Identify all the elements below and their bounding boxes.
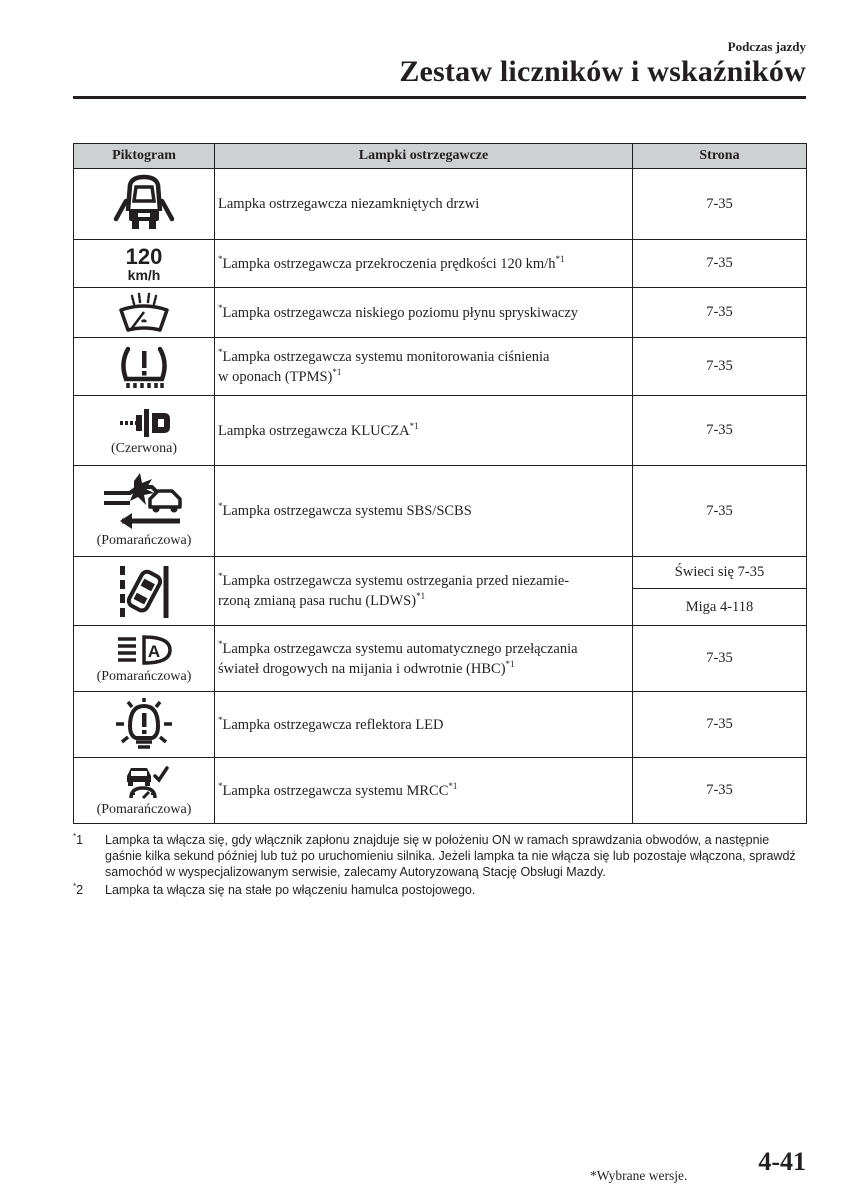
page-number: 4-41: [758, 1147, 806, 1176]
sbs-scbs-icon: [100, 473, 188, 531]
col-header-lamp: Lampki ostrzegawcze: [215, 144, 633, 169]
table-row: [74, 557, 807, 589]
footnote: [73, 882, 806, 898]
icon-cell: [74, 169, 215, 240]
footnote-ref: *1: [555, 253, 565, 264]
footnote: [73, 832, 806, 880]
lamp-text-line1: Lampka ostrzegawcza systemu monitorowania ciśnienia: [222, 348, 550, 365]
lamp-description: [215, 626, 633, 692]
lamp-color-label: (Czerwona): [110, 440, 178, 456]
optional-mark: *: [218, 714, 223, 725]
section-header: Podczas jazdy: [727, 39, 806, 54]
lamp-description: [215, 169, 633, 240]
page-ref: 7-35: [633, 692, 807, 758]
page-ref: 7-35: [633, 169, 807, 240]
lamp-text: Lampka ostrzegawcza reflektora LED: [222, 716, 444, 733]
title-rule: [73, 96, 806, 99]
lamp-text: Lampka ostrzegawcza przekroczenia prędkości 120 km/h: [222, 255, 556, 272]
footnote-ref: *1: [409, 420, 419, 431]
page-ref: 7-35: [633, 338, 807, 396]
hbc-icon: [114, 633, 174, 667]
col-header-icon: Piktogram: [74, 144, 215, 169]
table-row: [74, 466, 807, 557]
lamp-color-label: (Pomarańczowa): [96, 533, 192, 548]
page-ref: 7-35: [633, 288, 807, 338]
table-row: [74, 240, 807, 288]
tpms-icon: [116, 343, 172, 391]
page-title: Zestaw liczników i wskaźników: [399, 55, 806, 88]
icon-cell: [74, 626, 215, 692]
lamp-text-line2: świateł drogowych na mijania i odwrotnie (HBC): [218, 660, 506, 677]
page-ref: 7-35: [633, 396, 807, 466]
page-ref: 7-35: [633, 626, 807, 692]
lamp-color-label: (Pomarańczowa): [96, 668, 192, 684]
lamp-color-label: (Pomarańczowa): [96, 801, 192, 817]
mrcc-icon: [117, 764, 171, 800]
lamp-description: [215, 288, 633, 338]
footnote-ref: *1: [448, 780, 458, 791]
footer-note: *Wybrane wersje.: [590, 1168, 688, 1183]
icon-cell: [74, 240, 215, 288]
lamp-description: [215, 240, 633, 288]
lamp-description: [215, 692, 633, 758]
page-ref-on: Świeci się 7-35: [633, 557, 807, 589]
lamp-text: Lampka ostrzegawcza systemu SBS/SCBS: [222, 503, 472, 519]
footnote-ref: *1: [505, 658, 515, 669]
page-ref: 7-35: [633, 466, 807, 557]
warning-lights-table: [73, 143, 807, 824]
svg-text:A: A: [147, 641, 161, 661]
footnote-text: Lampka ta włącza się na stałe po włączeniu hamulca postojowego.: [105, 883, 476, 897]
lamp-text-line1: Lampka ostrzegawcza systemu ostrzegania przed niezamie-: [222, 573, 570, 589]
footnote-ref: *1: [332, 366, 342, 377]
page-ref: 7-35: [633, 758, 807, 824]
table-row: [74, 288, 807, 338]
lamp-text: Lampka ostrzegawcza niskiego poziomu płynu spryskiwaczy: [222, 304, 579, 321]
optional-mark: *: [218, 346, 223, 357]
lamp-description: [215, 758, 633, 824]
icon-cell: [74, 758, 215, 824]
ldws-icon: [114, 562, 174, 620]
optional-mark: *: [218, 501, 223, 511]
table-row: [74, 396, 807, 466]
page-ref-blink: Miga 4-118: [633, 589, 807, 626]
footnotes: [73, 832, 806, 900]
lamp-description: [215, 338, 633, 396]
lamp-text-line2: w oponach (TPMS): [218, 368, 333, 385]
led-headlight-icon: [114, 696, 174, 754]
col-header-page: Strona: [633, 144, 807, 169]
footnote-text: Lampka ta włącza się, gdy włącznik zapłonu znajduje się w położeniu ON w ramach sprawdzania obwodów, a następnie gaśnie kilka sekund później lub tuż po uruchomieniu silnika. Jeżeli lampka ta nie włącza się lub pozostaje włączona, sprawdź samochód w wyspecjalizowanym serwisie, zalecamy Autoryzowaną Stację Obsługi Mazdy.: [105, 833, 796, 879]
table-row: [74, 338, 807, 396]
lamp-text: Lampka ostrzegawcza niezamkniętych drzwi: [218, 196, 480, 212]
table-row: [74, 169, 807, 240]
key-icon: [114, 405, 174, 439]
optional-mark: *: [218, 571, 223, 581]
door-ajar-icon: [112, 173, 176, 235]
icon-cell: [74, 338, 215, 396]
icon-cell: [74, 692, 215, 758]
icon-cell: [74, 466, 215, 557]
washer-fluid-icon: [116, 292, 172, 334]
footnote-ref: *1: [416, 591, 426, 601]
lamp-text-line2: rzoną zmianą pasa ruchu (LDWS): [218, 593, 417, 609]
lamp-text: Lampka ostrzegawcza systemu MRCC: [222, 782, 449, 799]
footnote-mark: *1: [73, 832, 84, 847]
optional-mark: *: [218, 253, 223, 264]
table-row: [74, 758, 807, 824]
speed-unit: km/h: [127, 266, 161, 283]
optional-mark: *: [218, 780, 223, 791]
icon-cell: [74, 396, 215, 466]
speed-value: 120: [125, 243, 163, 269]
lamp-text: Lampka ostrzegawcza KLUCZA: [218, 422, 410, 439]
lamp-description: [215, 396, 633, 466]
lamp-description: [215, 466, 633, 557]
lamp-description: [215, 557, 633, 626]
table-row: [74, 626, 807, 692]
page-ref: 7-35: [633, 240, 807, 288]
optional-mark: *: [218, 302, 223, 313]
table-header-row: [74, 144, 807, 169]
speed-120-icon: [119, 244, 169, 284]
table-row: [74, 692, 807, 758]
icon-cell: [74, 557, 215, 626]
icon-cell: [74, 288, 215, 338]
lamp-text-line1: Lampka ostrzegawcza systemu automatycznego przełączania: [222, 640, 578, 657]
footnote-mark: *2: [73, 882, 84, 897]
optional-mark: *: [218, 638, 223, 649]
